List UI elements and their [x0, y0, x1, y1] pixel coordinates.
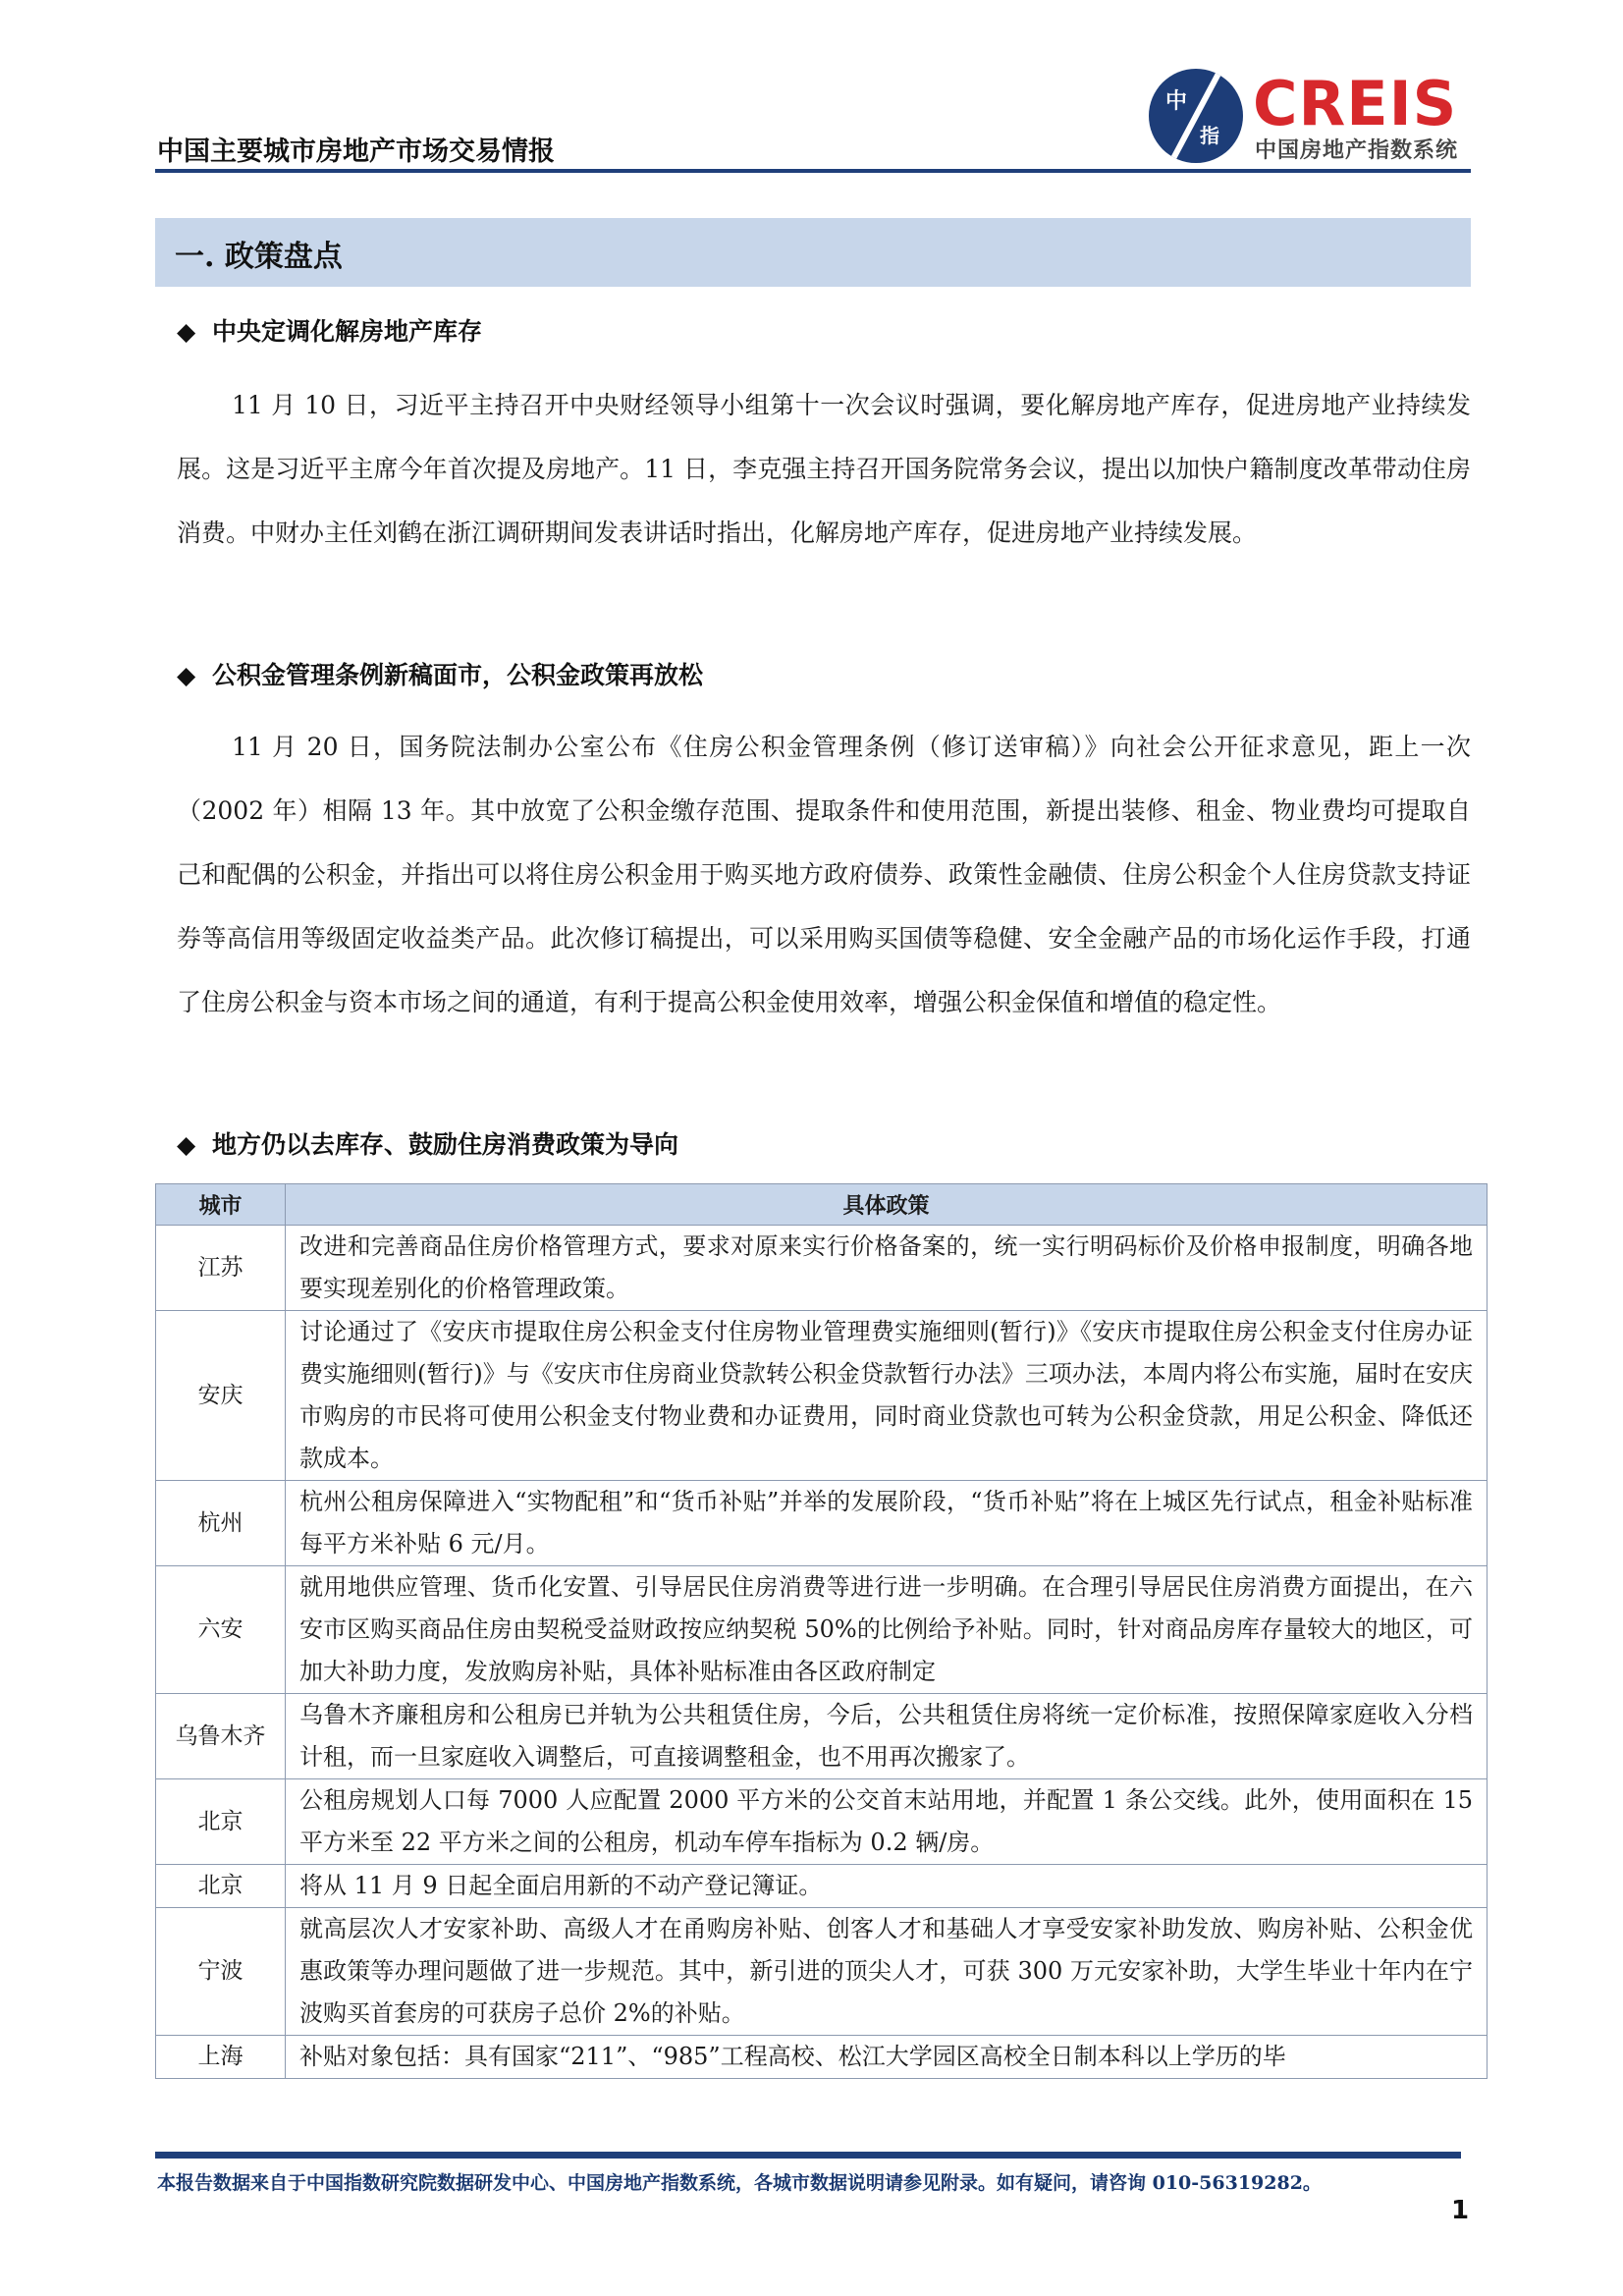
- city-cell: 上海: [156, 2036, 286, 2079]
- bullet-heading-text: 公积金管理条例新稿面市，公积金政策再放松: [212, 661, 704, 689]
- city-cell: 杭州: [156, 1481, 286, 1566]
- policy-cell: 改进和完善商品住房价格管理方式，要求对原来实行价格备案的，统一实行明码标价及价格申报制度，明确各地要实现差别化的价格管理政策。: [286, 1226, 1488, 1311]
- column-header-city: 城市: [156, 1184, 286, 1226]
- table-row: [156, 1226, 1488, 1311]
- policy-cell: 杭州公租房保障进入“实物配租”和“货币补贴”并举的发展阶段，“货币补贴”将在上城区先行试点，租金补贴标准每平方米补贴 6 元/月。: [286, 1481, 1488, 1566]
- diamond-bullet-icon: ◆: [177, 661, 196, 689]
- policy-cell: 补贴对象包括：具有国家“211”、“985”工程高校、松江大学园区高校全日制本科以上学历的毕: [286, 2036, 1488, 2079]
- city-cell: 宁波: [156, 1908, 286, 2036]
- bullet-heading-text: 地方仍以去库存、鼓励住房消费政策为导向: [212, 1130, 679, 1159]
- policy-table: [155, 1183, 1488, 2079]
- header-divider: [155, 169, 1471, 173]
- city-cell: 六安: [156, 1566, 286, 1694]
- city-cell: 北京: [156, 1865, 286, 1908]
- policy-cell: 就高层次人才安家补助、高级人才在甬购房补贴、创客人才和基础人才享受安家补助发放、购房补贴、公积金优惠政策等办理问题做了进一步规范。其中，新引进的顶尖人才，可获 300 万元安家补助，大学生毕业十年内在宁波购买首套房的可获房子总价 2%的补贴。: [286, 1908, 1488, 2036]
- table-row: [156, 1566, 1488, 1694]
- paragraph: 11 月 10 日，习近平主持召开中央财经领导小组第十一次会议时强调，要化解房地产库存，促进房地产业持续发展。这是习近平主席今年首次提及房地产。11 日，李克强主持召开国务院常务会议，提出以加快户籍制度改革带动住房消费。中财办主任刘鹤在浙江调研期间发表讲话时指出，化解房地产库存，促进房地产业持续发展。: [177, 391, 1471, 547]
- footer-note: 本报告数据来自于中国指数研究院数据研发中心、中国房地产指数系统，各城市数据说明请参见附录。如有疑问，请咨询 010-56319282。: [157, 2172, 1322, 2194]
- creis-logo: [1149, 69, 1473, 167]
- logo-char-1: 中: [1165, 88, 1188, 114]
- policy-cell: 就用地供应管理、货币化安置、引导居民住房消费等进行进一步明确。在合理引导居民住房消费方面提出，在六安市区购买商品住房由契税受益财政按应纳契税 50%的比例给予补贴。同时，针对商品房库存量较大的地区，可加大补助力度，发放购房补贴，具体补贴标准由各区政府制定: [286, 1566, 1488, 1694]
- logo-char-2: 指: [1200, 124, 1219, 147]
- diamond-bullet-icon: ◆: [177, 317, 196, 346]
- policy-cell: 公租房规划人口每 7000 人应配置 2000 平方米的公交首末站用地，并配置 1 条公交线。此外，使用面积在 15 平方米至 22 平方米之间的公租房，机动车停车指标为 0.2 辆/房。: [286, 1779, 1488, 1865]
- table-row: [156, 1779, 1488, 1865]
- section-title: 一. 政策盘点: [175, 240, 343, 274]
- logo-brand-text: CREIS: [1253, 68, 1458, 139]
- report-title: 中国主要城市房地产市场交易情报: [157, 137, 555, 167]
- city-cell: 安庆: [156, 1311, 286, 1481]
- logo-subtitle: 中国房地产指数系统: [1255, 138, 1459, 163]
- city-cell: 北京: [156, 1779, 286, 1865]
- bullet-heading-text: 中央定调化解房地产库存: [212, 317, 483, 346]
- policy-cell: 讨论通过了《安庆市提取住房公积金支付住房物业管理费实施细则(暂行)》《安庆市提取住房公积金支付住房办证费实施细则(暂行)》与《安庆市住房商业贷款转公积金贷款暂行办法》三项办法，本周内将公布实施，届时在安庆市购房的市民将可使用公积金支付物业费和办证费用，同时商业贷款也可转为公积金贷款，用足公积金、降低还款成本。: [286, 1311, 1488, 1481]
- page-number: 1: [1451, 2196, 1470, 2225]
- paragraph: 11 月 20 日，国务院法制办公室公布《住房公积金管理条例（修订送审稿）》向社会公开征求意见，距上一次（2002 年）相隔 13 年。其中放宽了公积金缴存范围、提取条件和使用范围，新提出装修、租金、物业费均可提取自己和配偶的公积金，并指出可以将住房公积金用于购买地方政府债券、政策性金融债、住房公积金个人住房贷款支持证券等高信用等级固定收益类产品。此次修订稿提出，可以采用购买国债等稳健、安全金融产品的市场化运作手段，打通了住房公积金与资本市场之间的通道，有利于提高公积金使用效率，增强公积金保值和增值的稳定性。: [177, 733, 1471, 1016]
- city-cell: 乌鲁木齐: [156, 1694, 286, 1779]
- table-row: [156, 1481, 1488, 1566]
- policy-cell: 将从 11 月 9 日起全面启用新的不动产登记簿证。: [286, 1865, 1488, 1908]
- bullet-heading: [177, 656, 703, 691]
- table-row: [156, 1694, 1488, 1779]
- bullet-heading: [177, 1125, 678, 1161]
- diamond-bullet-icon: ◆: [177, 1130, 196, 1159]
- city-cell: 江苏: [156, 1226, 286, 1311]
- section-heading-bar: [155, 218, 1471, 287]
- table-row: [156, 1908, 1488, 2036]
- table-row: [156, 1311, 1488, 1481]
- column-header-policy: 具体政策: [286, 1184, 1488, 1226]
- table-row: [156, 2036, 1488, 2079]
- table-header-row: [156, 1184, 1488, 1226]
- footer-divider: [155, 2152, 1461, 2159]
- table-row: [156, 1865, 1488, 1908]
- policy-cell: 乌鲁木齐廉租房和公租房已并轨为公共租赁住房，今后，公共租赁住房将统一定价标准，按照保障家庭收入分档计租，而一旦家庭收入调整后，可直接调整租金，也不用再次搬家了。: [286, 1694, 1488, 1779]
- creis-logo-emblem-icon: [1149, 69, 1243, 163]
- bullet-heading: [177, 312, 482, 348]
